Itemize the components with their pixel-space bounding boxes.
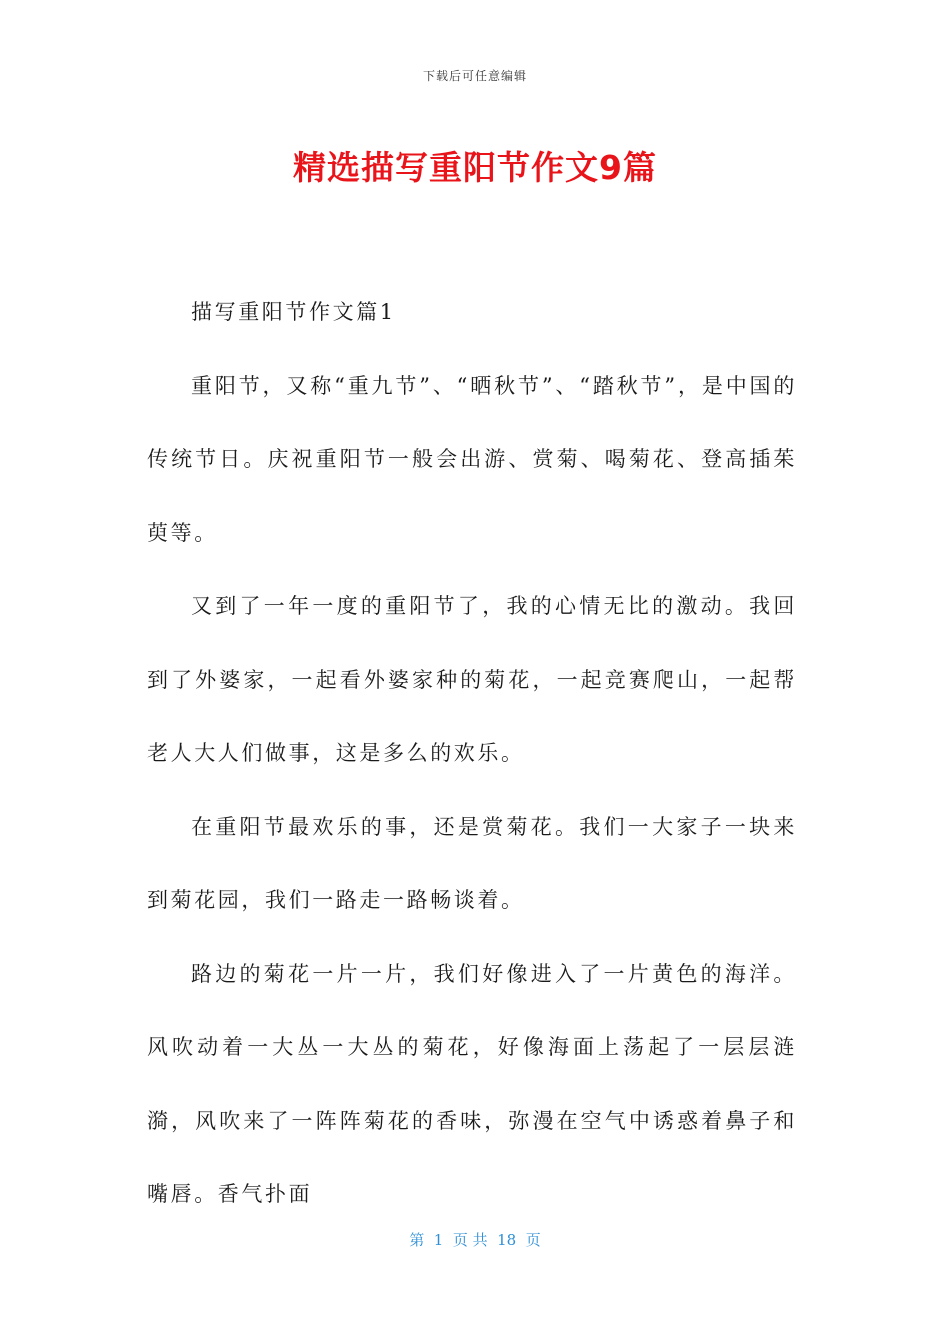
paragraph: 又到了一年一度的重阳节了，我的心情无比的激动。我回到了外婆家，一起看外婆家种的菊花，一起竞赛爬山，一起帮老人大人们做事，这是多么的欢乐。 — [147, 594, 797, 765]
document-body — [147, 276, 797, 1232]
page-footer: 第 1 页 共 18 页 — [409, 1231, 541, 1249]
paragraph: 路边的菊花一片一片，我们好像进入了一片黄色的海洋。风吹动着一大丛一大丛的菊花，好像海面上荡起了一层层涟漪，风吹来了一阵阵菊花的香味，弥漫在空气中诱惑着鼻子和嘴唇。香气扑面 — [147, 961, 797, 1206]
document-title: 精选描写重阳节作文9篇 — [293, 148, 657, 187]
paragraph: 在重阳节最欢乐的事，还是赏菊花。我们一大家子一块来到菊花园，我们一路走一路畅谈着。 — [147, 814, 797, 912]
paragraph: 重阳节，又称“重九节”、“晒秋节”、“踏秋节”，是中国的传统节日。庆祝重阳节一般会出游、赏菊、喝菊花、登高插茱萸等。 — [147, 373, 797, 545]
header-note: 下载后可任意编辑 — [422, 69, 527, 83]
paragraph: 描写重阳节作文篇1 — [191, 300, 396, 324]
